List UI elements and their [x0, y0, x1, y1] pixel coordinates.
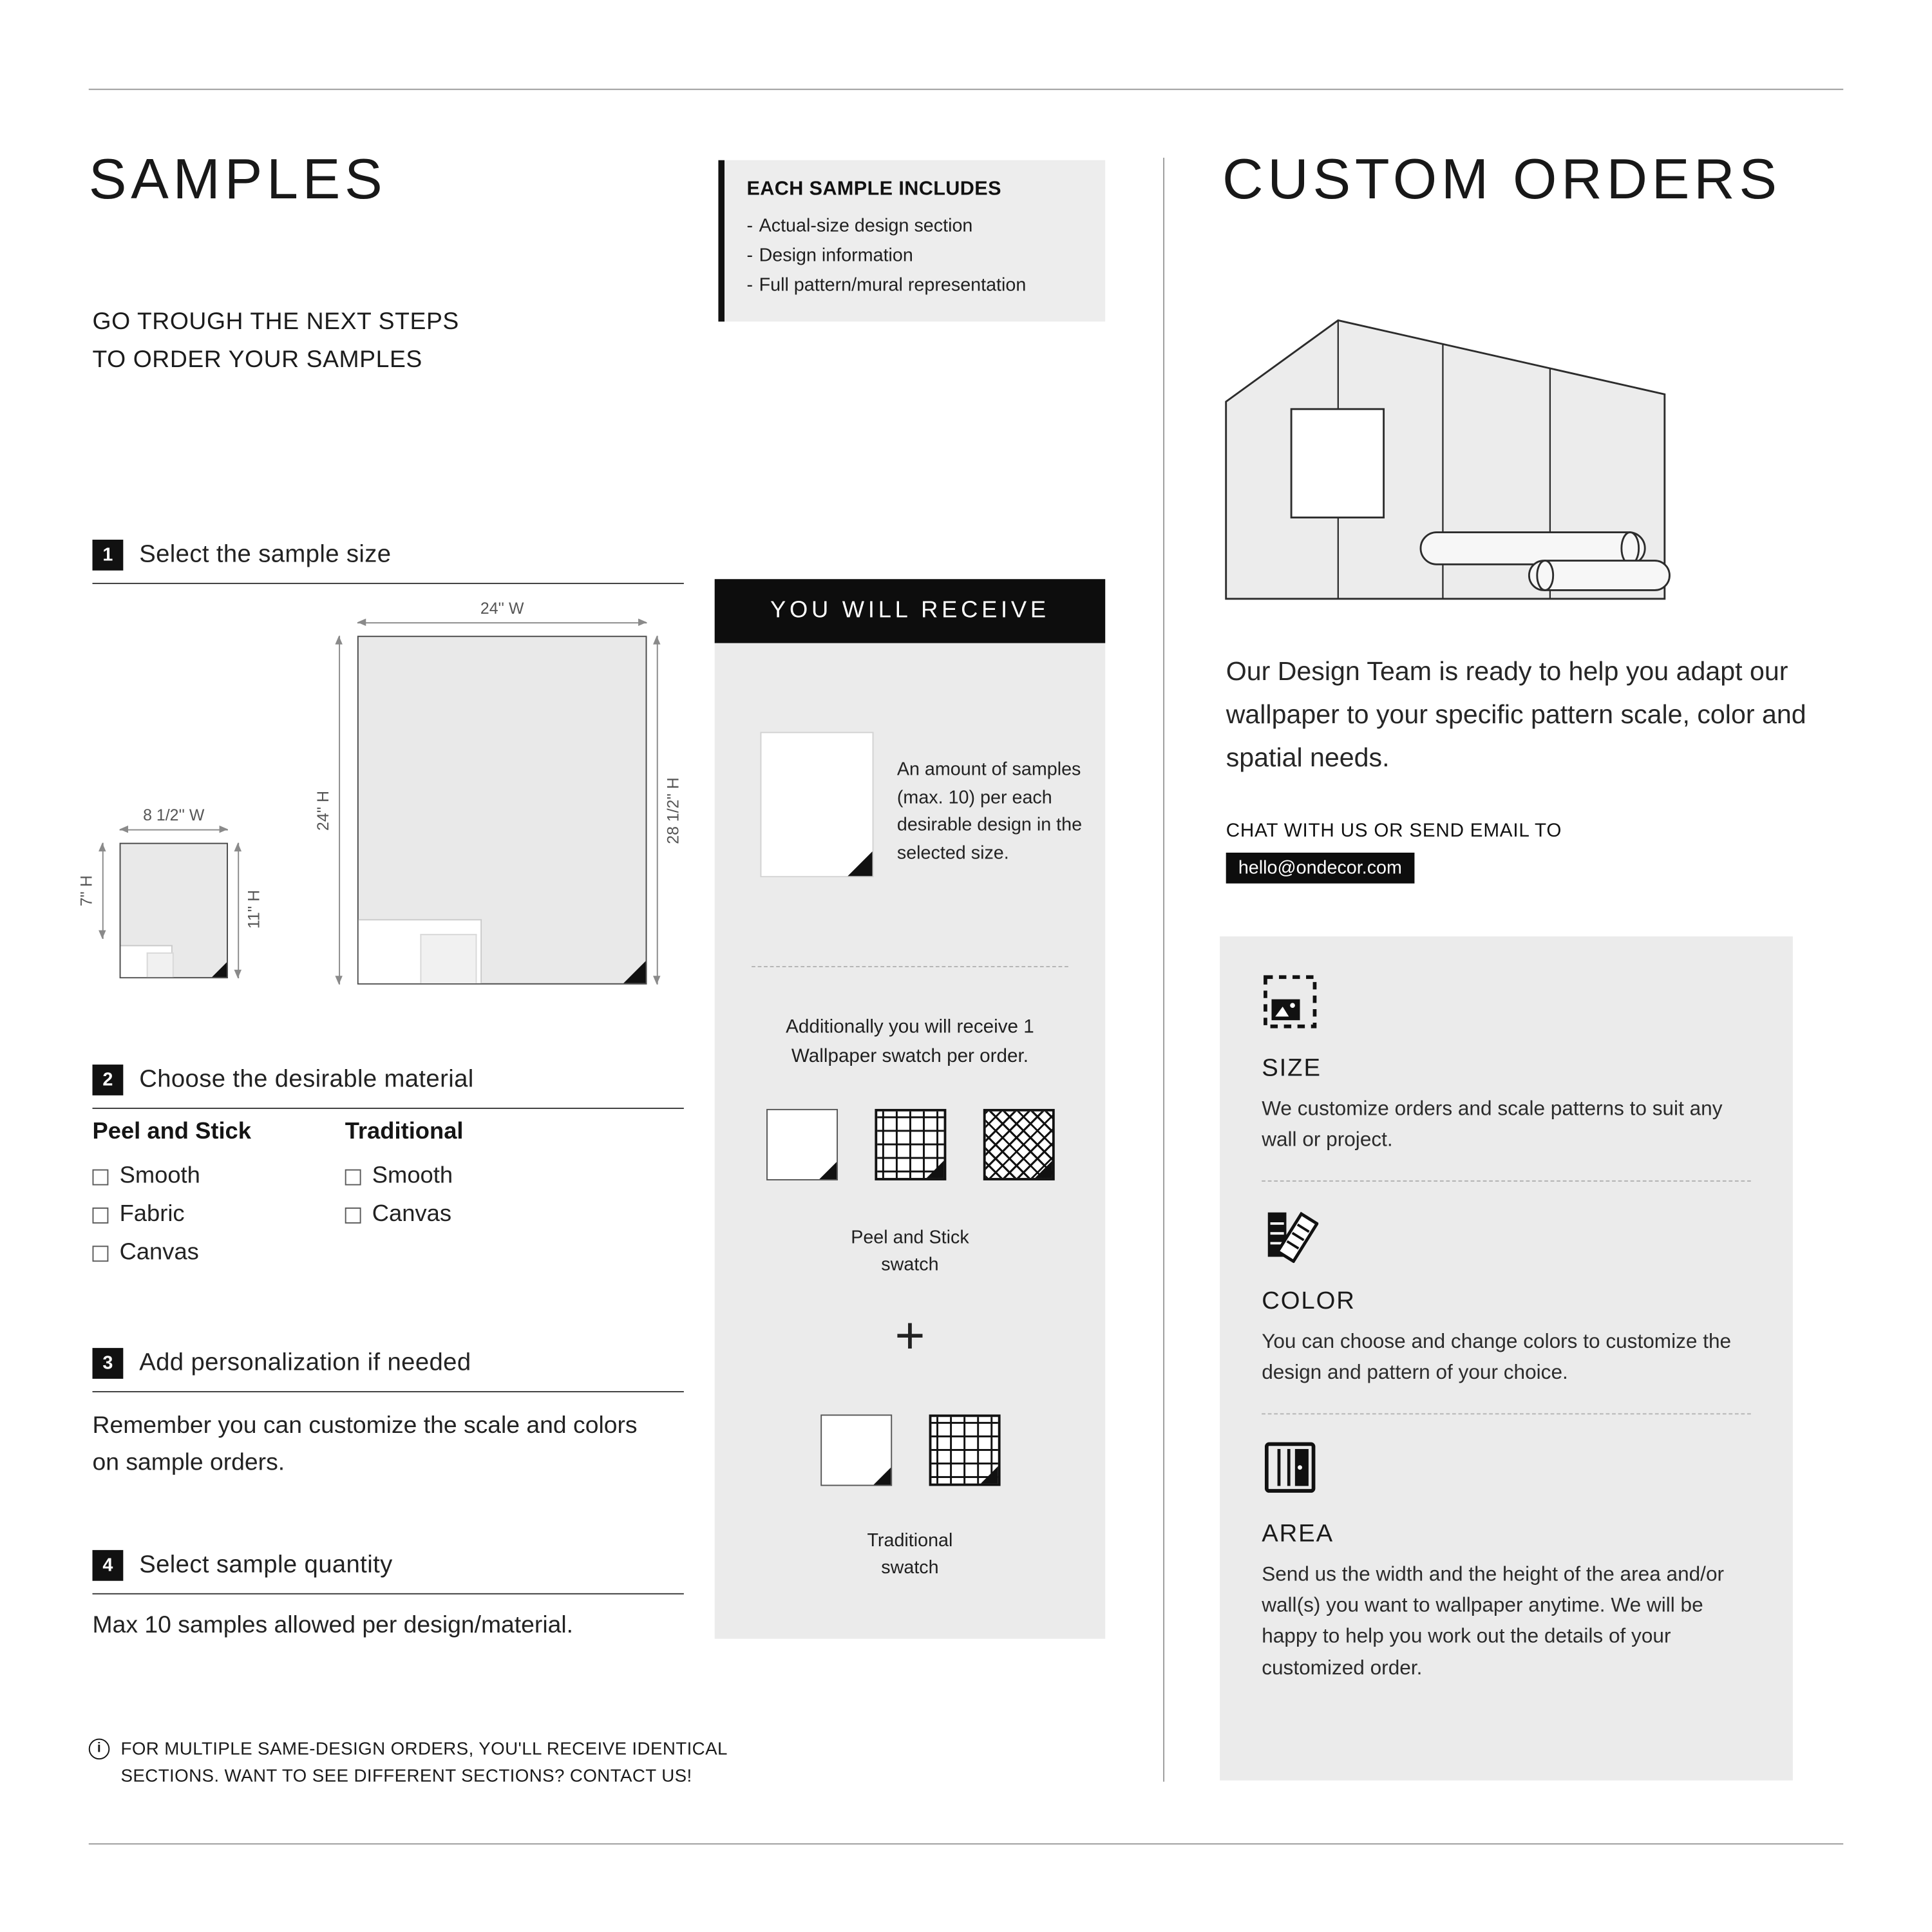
includes-title: EACH SAMPLE INCLUDES	[746, 178, 1001, 200]
includes-item: - Full pattern/mural representation	[746, 271, 1083, 301]
you-will-receive-header: YOU WILL RECEIVE	[715, 579, 1106, 643]
material-option-peel-canvas[interactable]: Canvas	[92, 1240, 251, 1267]
large-width-dimension: 24'' W	[357, 599, 647, 623]
samples-intro: GO TROUGH THE NEXT STEPS TO ORDER YOUR SAMPLES	[92, 308, 459, 374]
grid-swatch-icon	[874, 1109, 945, 1180]
large-height-left-label: 24'' H	[313, 790, 332, 831]
plus-sign: +	[895, 1306, 925, 1364]
step-1-header	[92, 540, 683, 584]
small-width-dimension: 8 1/2'' W	[120, 806, 228, 830]
peel-swatch-row	[715, 1109, 1106, 1180]
email-badge[interactable]: hello@ondecor.com	[1226, 853, 1414, 884]
step-1-title: Select the sample size	[139, 540, 392, 569]
material-traditional-group	[345, 1119, 464, 1240]
additional-swatch-text: Additionally you will receive 1 Wallpaper swatch per order.	[786, 1016, 1034, 1067]
checkbox-icon[interactable]	[345, 1169, 361, 1185]
folded-corner-icon	[848, 851, 872, 876]
wall-diagram-svg	[1224, 316, 1677, 614]
small-sample-rect	[120, 843, 228, 978]
includes-item: - Design information	[746, 242, 1083, 271]
info-icon	[89, 1739, 110, 1760]
peel-swatch-label: Peel and Stick swatch	[851, 1227, 969, 1275]
frame-icon	[1291, 409, 1383, 517]
large-sample-rect	[357, 636, 647, 984]
you-will-receive-panel	[715, 643, 1106, 1639]
step-4-header	[92, 1550, 683, 1595]
material-option-peel-fabric[interactable]: Fabric	[92, 1201, 251, 1228]
step-3-header	[92, 1348, 683, 1392]
traditional-heading: Traditional	[345, 1119, 464, 1145]
footnote-line: FOR MULTIPLE SAME-DESIGN ORDERS, YOU'LL RECEIVE IDENTICAL	[120, 1739, 728, 1760]
sample-page-icon	[760, 732, 873, 877]
material-option-trad-smooth[interactable]: Smooth	[345, 1163, 464, 1190]
samples-amount-text: An amount of samples (max. 10) per each desirable design in the selected size.	[896, 759, 1083, 864]
feature-size-title: SIZE	[1262, 1054, 1321, 1082]
feature-area-text: Send us the width and the height of the area and/or wall(s) you want to wallpaper anytime. We will be happy to help you work out the details of your customized order.	[1262, 1564, 1725, 1679]
material-peel-and-stick-group	[92, 1119, 251, 1278]
step-3-number: 3	[92, 1348, 123, 1379]
checkbox-icon[interactable]	[345, 1207, 361, 1223]
step-3-title: Add personalization if needed	[139, 1349, 471, 1377]
each-sample-includes-box	[718, 160, 1105, 322]
quantity-note: Max 10 samples allowed per design/material.	[92, 1611, 574, 1639]
dashed-divider	[1262, 1180, 1751, 1182]
dashed-divider	[1262, 1414, 1751, 1415]
checkbox-icon[interactable]	[92, 1245, 108, 1261]
step-2-title: Choose the desirable material	[139, 1065, 474, 1094]
top-rule	[89, 89, 1843, 90]
column-divider	[1163, 158, 1164, 1782]
contact-label: CHAT WITH US OR SEND EMAIL TO	[1226, 820, 1562, 842]
plain-swatch-icon	[820, 1414, 891, 1486]
large-height-right-label: 28 1/2'' H	[663, 777, 682, 844]
feature-size-text: We customize orders and scale patterns to suit any wall or project.	[1262, 1097, 1723, 1151]
wallpaper-roll-icon	[1529, 561, 1669, 591]
step-4-title: Select sample quantity	[139, 1551, 393, 1578]
color-icon	[1262, 1206, 1318, 1263]
custom-features-panel	[1220, 936, 1793, 1781]
grid-swatch-icon	[929, 1414, 1000, 1486]
checkbox-icon[interactable]	[92, 1207, 108, 1223]
custom-orders-wall-diagram	[1224, 316, 1677, 614]
size-icon	[1262, 973, 1318, 1030]
folded-corner-icon	[623, 961, 645, 983]
folded-corner-icon	[212, 962, 227, 977]
feature-area-title: AREA	[1262, 1520, 1334, 1548]
footnote-line: SECTIONS. WANT TO SEE DIFFERENT SECTIONS? CONTACT US!	[120, 1766, 692, 1786]
feature-color-title: COLOR	[1262, 1287, 1356, 1315]
step-2-header	[92, 1065, 683, 1109]
material-option-peel-smooth[interactable]: Smooth	[92, 1163, 251, 1190]
bottom-rule	[89, 1843, 1843, 1844]
plain-swatch-icon	[766, 1109, 837, 1180]
feature-color-text: You can choose and change colors to customize the design and pattern of your choice.	[1262, 1331, 1732, 1385]
crosshatch-swatch-icon	[983, 1109, 1054, 1180]
step-4-number: 4	[92, 1550, 123, 1581]
step-2-number: 2	[92, 1065, 123, 1095]
footnote	[89, 1738, 728, 1791]
traditional-swatch-label: Traditional swatch	[867, 1530, 953, 1578]
includes-item: - Actual-size design section	[746, 212, 1083, 242]
small-height-left-label: 7'' H	[77, 875, 96, 907]
checkbox-icon[interactable]	[92, 1169, 108, 1185]
wallpaper-roll-icon	[1421, 533, 1645, 565]
area-icon	[1262, 1439, 1318, 1496]
small-height-right-label: 11'' H	[244, 889, 263, 929]
samples-title: SAMPLES	[88, 146, 387, 211]
dashed-divider	[752, 966, 1068, 967]
custom-orders-intro: Our Design Team is ready to help you adapt our wallpaper to your specific pattern scale, color and spatial needs.	[1226, 656, 1806, 772]
step-1-number: 1	[92, 540, 123, 571]
peel-and-stick-heading: Peel and Stick	[92, 1119, 252, 1145]
personalization-note: Remember you can customize the scale and colors on sample orders.	[92, 1412, 638, 1477]
material-option-trad-canvas[interactable]: Canvas	[345, 1201, 464, 1228]
traditional-swatch-row	[715, 1414, 1106, 1486]
custom-orders-title: CUSTOM ORDERS	[1222, 146, 1781, 211]
sample-size-diagram	[77, 598, 683, 1045]
